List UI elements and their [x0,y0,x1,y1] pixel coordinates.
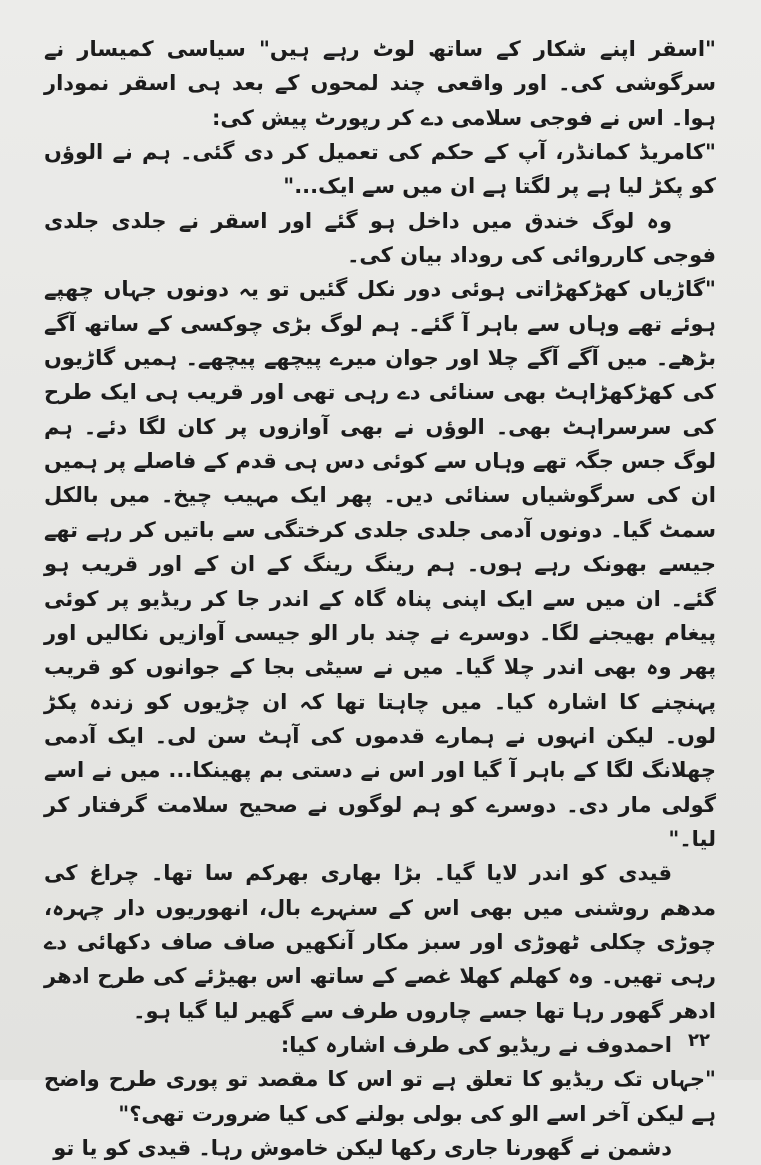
paragraph-3: وہ لوگ خندق میں داخل ہو گئے اور اسقر نے جلدی جلدی فوجی کارروائی کی روداد بیان کی۔ [44,208,716,268]
paragraph-2: "کامریڈ کمانڈر، آپ کے حکم کی تعمیل کر دی گئی۔ ہم نے الوؤں کو پکڑ لیا ہے پر لگتا ہے ان میں سے ایک..." [44,140,716,199]
paragraph-8: دشمن نے گھورنا جاری رکھا لیکن خاموش رہا۔ قیدی کو یا تو [53,1136,672,1160]
paragraph-6: احمدوف نے ریڈیو کی طرف اشارہ کیا: [280,1032,672,1057]
page-number: ۲۲ [688,1030,710,1051]
paragraph-7: "جہاں تک ریڈیو کا تعلق ہے تو اس کا مقصد تو پوری طرح واضح ہے لیکن آخر اسے الو کی بولی بولنے کی کیا ضرورت تھی؟" [44,1067,716,1126]
paragraph-4: "گاڑیاں کھڑکھڑاتی ہوئی دور نکل گئیں تو یہ دونوں جہاں چھپے ہوئے تھے وہاں سے باہر آ گئے۔ ہم لوگ بڑی چوکسی کے ساتھ آگے بڑھے۔ میں آگے آگے چلا اور جوان میرے پیچھے پیچھے۔ ہمیں گاڑیوں کی کھڑکھڑاہٹ بھی سنائی دے رہی تھی اور قریب ہی ایک طرح کی سرسراہٹ بھی۔ الوؤں نے بھی آوازوں پر کان لگا دئے۔ ہم لوگ جس جگہ تھے وہاں سے کوئی دس ہی قدم کے فاصلے پر ہمیں ان کی سرگوشیاں سنائی دیں۔ پھر ایک مہیب چیخ۔ میں بالکل سمٹ گیا۔ دونوں آدمی جلدی جلدی کرختگی سے باتیں کر رہے تھے جیسے بھونک رہے ہوں۔ ہم رینگ رینگ کے ان کے اور قریب ہو گئے۔ ان میں سے ایک اپنی پناہ گاہ کے اندر جا کر ریڈیو پر کوئی پیغام بھیجنے لگا۔ دوسرے نے چند بار الو جیسی آوازیں نکالیں اور پھر وہ بھی اندر چلا گیا۔ میں نے سیٹی بجا کے جوانوں کو قریب پہنچنے کا اشارہ کیا۔ میں چاہتا تھا کہ ان چڑیوں کو زندہ پکڑ لوں۔ لیکن انہوں نے ہمارے قدموں کی آہٹ سن لی۔ ایک آدمی چھلانگ لگا کے باہر آ گیا اور اس نے دستی بم پھینکا... میں نے اسے گولی مار دی۔ دوسرے کو ہم لوگوں نے صحیح سلامت گرفتار کر لیا۔" [44,277,716,851]
paragraph-1: "اسقر اپنے شکار کے ساتھ لوٹ رہے ہیں" سیاسی کمیسار نے سرگوشی کی۔ اور واقعی چند لمحوں کے بعد ہی اسقر نمودار ہوا۔ اس نے فوجی سلامی دے کر رپورٹ پیش کی: [44,37,716,130]
body-text [44,32,716,1165]
paragraph-5: قیدی کو اندر لایا گیا۔ بڑا بھاری بھرکم سا تھا۔ چراغ کی مدھم روشنی میں بھی اس کے سنہرے بال، انھوریوں دار چہرہ، چوڑی چکلی ٹھوڑی اور سبز مکار آنکھیں صاف صاف دکھائی دے رہی تھیں۔ وہ کھلم کھلا غصے کے ساتھ اس بھیڑئے کی طرح ادھر ادھر گھور رہا تھا جسے چاروں طرف سے گھیر لیا گیا ہو۔ [44,861,716,1023]
